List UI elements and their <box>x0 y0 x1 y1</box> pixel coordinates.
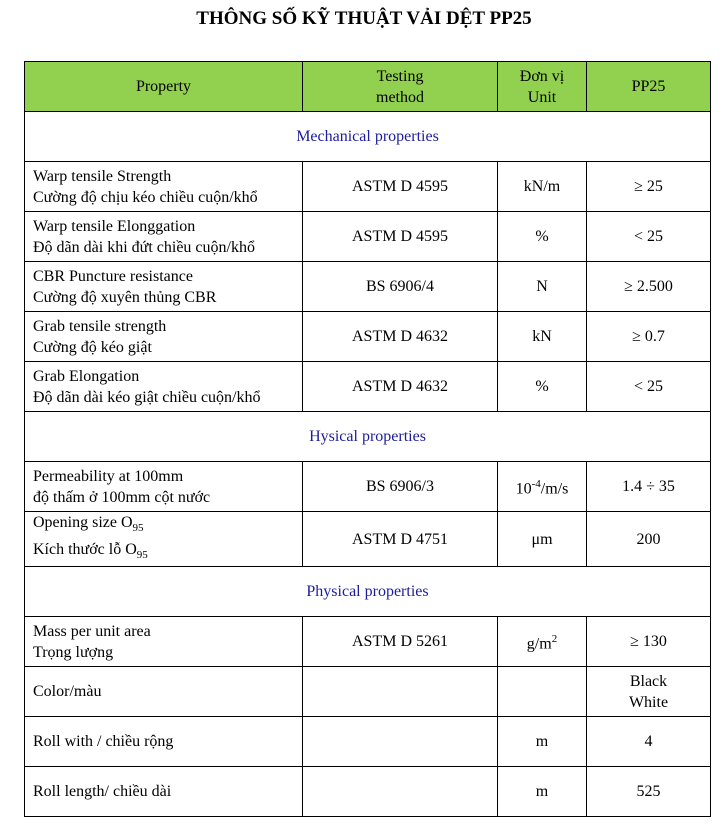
method-cell: ASTM D 4632 <box>303 312 498 362</box>
header-unit-line1: Đơn vị <box>519 67 565 85</box>
header-testing-method <box>303 62 498 112</box>
table-row <box>25 212 711 262</box>
property-cell <box>25 362 303 412</box>
value-cell: 1.4 ÷ 35 <box>587 462 711 512</box>
value-cell: 4 <box>587 717 711 767</box>
property-en: Warp tensile Elonggation <box>33 217 196 235</box>
unit-sup: 2 <box>551 633 558 646</box>
value-line2: White <box>628 693 669 711</box>
unit-cell: N <box>498 262 587 312</box>
value-line1: Black <box>629 672 668 690</box>
table-row <box>25 312 711 362</box>
property-cell <box>25 162 303 212</box>
method-cell: ASTM D 5261 <box>303 617 498 667</box>
property-en-base: Opening size O <box>33 514 133 531</box>
value-cell: ≥ 0.7 <box>587 312 711 362</box>
method-cell: ASTM D 4595 <box>303 212 498 262</box>
unit-cell: % <box>498 362 587 412</box>
property-vi: Trọng lượng <box>33 643 114 661</box>
property-vi: Cường độ kéo giật <box>33 338 152 356</box>
section-row <box>25 412 711 462</box>
method-cell: ASTM D 4751 <box>303 512 498 567</box>
property-vi: Cường độ chịu kéo chiều cuộn/khổ <box>33 188 258 206</box>
value-cell: ≥ 25 <box>587 162 711 212</box>
table-row <box>25 717 711 767</box>
property-vi: Độ dãn dài khi đứt chiều cuộn/khổ <box>33 238 255 256</box>
method-cell: ASTM D 4632 <box>303 362 498 412</box>
unit-cell: % <box>498 212 587 262</box>
value-cell: ≥ 130 <box>587 617 711 667</box>
value-cell: 200 <box>587 512 711 567</box>
property-en: Permeability at 100mm <box>33 467 184 485</box>
table-row <box>25 162 711 212</box>
property-cell <box>25 462 303 512</box>
table-row <box>25 512 711 567</box>
property-cell <box>25 312 303 362</box>
header-property: Property <box>25 62 303 112</box>
unit-cell <box>498 462 587 512</box>
property-cell <box>25 617 303 667</box>
property-vi: Độ dãn dài kéo giật chiều cuộn/khổ <box>33 388 261 406</box>
value-cell: ≥ 2.500 <box>587 262 711 312</box>
unit-base: g/m <box>526 635 552 653</box>
property-cell <box>25 512 303 567</box>
header-method-line1: Testing <box>376 67 424 85</box>
property-en-sub: 95 <box>132 522 144 535</box>
method-cell <box>303 767 498 817</box>
table-row <box>25 262 711 312</box>
unit-cell <box>498 617 587 667</box>
method-cell <box>303 667 498 717</box>
property-cell: Color/màu <box>25 667 303 717</box>
page-title: THÔNG SỐ KỸ THUẬT VẢI DỆT PP25 <box>196 8 532 29</box>
section-row <box>25 112 711 162</box>
table-row <box>25 362 711 412</box>
spec-table <box>24 61 711 817</box>
property-en: Grab Elongation <box>33 367 140 385</box>
property-vi <box>33 539 302 566</box>
section-mechanical: Mechanical properties <box>25 112 711 162</box>
unit-cell: m <box>498 767 587 817</box>
table-row <box>25 767 711 817</box>
value-cell: < 25 <box>587 362 711 412</box>
property-en <box>33 512 302 539</box>
method-cell: BS 6906/3 <box>303 462 498 512</box>
property-cell <box>25 212 303 262</box>
unit-rest: /m/s <box>540 480 569 498</box>
property-vi: độ thấm ở 100mm cột nước <box>33 488 211 506</box>
value-cell: < 25 <box>587 212 711 262</box>
method-cell: ASTM D 4595 <box>303 162 498 212</box>
property-en: CBR Puncture resistance <box>33 267 193 285</box>
unit-sup: -4 <box>531 477 541 490</box>
value-cell <box>587 667 711 717</box>
method-cell: BS 6906/4 <box>303 262 498 312</box>
unit-cell: kN/m <box>498 162 587 212</box>
table-header-row <box>25 62 711 112</box>
section-physical: Physical properties <box>25 567 711 617</box>
property-cell: Roll length/ chiều dài <box>25 767 303 817</box>
unit-base: 10 <box>515 480 532 498</box>
header-unit-line2: Unit <box>527 88 557 106</box>
property-cell: Roll with / chiều rộng <box>25 717 303 767</box>
table-row <box>25 462 711 512</box>
header-pp25: PP25 <box>587 62 711 112</box>
table-row <box>25 667 711 717</box>
table-row <box>25 617 711 667</box>
property-en: Mass per unit area <box>33 622 151 640</box>
header-unit <box>498 62 587 112</box>
property-vi-base: Kích thước lỗ O <box>33 541 137 559</box>
method-cell <box>303 717 498 767</box>
unit-cell <box>498 667 587 717</box>
section-row <box>25 567 711 617</box>
unit-cell: μm <box>498 512 587 567</box>
property-vi: Cường độ xuyên thủng CBR <box>33 288 217 306</box>
property-en: Grab tensile strength <box>33 317 167 335</box>
value-cell: 525 <box>587 767 711 817</box>
header-method-line2: method <box>376 88 424 106</box>
property-cell <box>25 262 303 312</box>
property-en: Warp tensile Strength <box>33 167 172 185</box>
unit-cell: m <box>498 717 587 767</box>
unit-cell: kN <box>498 312 587 362</box>
section-hysical: Hysical properties <box>25 412 711 462</box>
property-vi-sub: 95 <box>136 549 148 562</box>
